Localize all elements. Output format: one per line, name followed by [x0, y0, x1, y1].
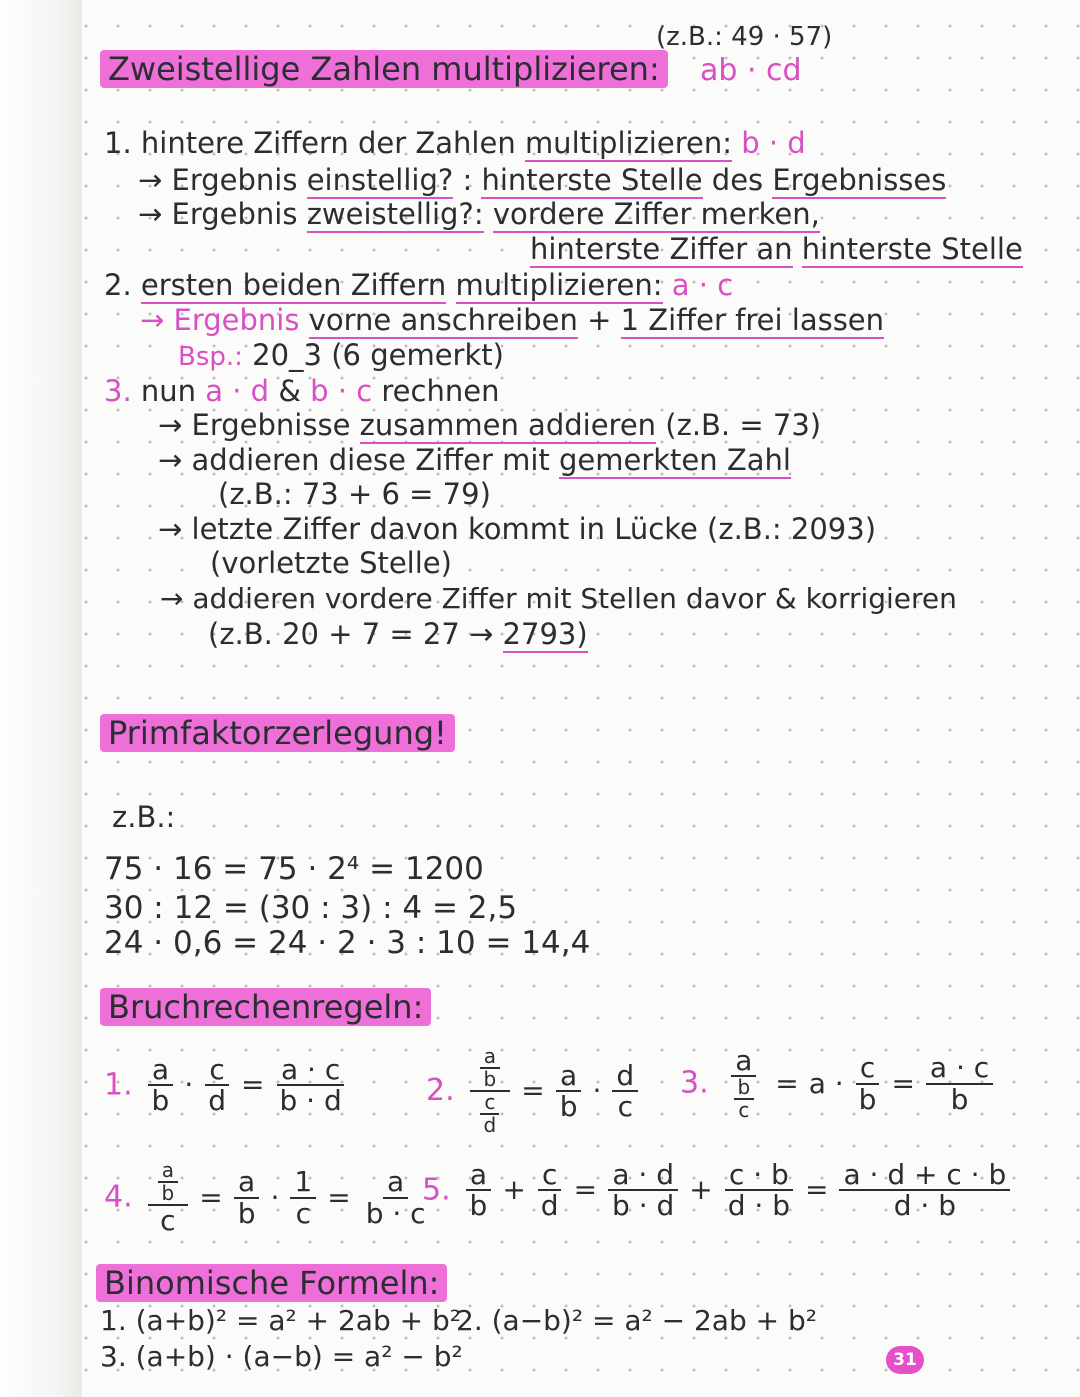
fraction-rule-3: 3. $\frac{a}{\frac{b}{c}}$ = a · $\frac{c}{b}$ = $\frac{a \cdot c}{b}$ — [680, 1046, 999, 1121]
section-prime-title: Primfaktorzerlegung! — [100, 716, 455, 751]
binomial-formula-3: 3. (a+b) · (a−b) = a² − b² — [100, 1340, 463, 1373]
binomial-formula-1: 1. (a+b)² = a² + 2ab + b² — [100, 1304, 461, 1337]
step-3-heading: 3. nun a · d & b · c rechnen — [104, 374, 500, 408]
step-1-rule-two-digit: → Ergebnis zweistellig?: vordere Ziffer merken, — [138, 197, 820, 231]
fraction-rule-1: 1. $\frac{a}{b}$ · $\frac{c}{d}$ = $\frac{a \cdot c}{b \cdot d}$ — [104, 1055, 352, 1116]
step-1-heading: 1. hintere Ziffern der Zahlen multiplizieren: b · d — [104, 126, 806, 160]
step-3-rule-last-digit-note: (vorletzte Stelle) — [210, 546, 452, 580]
prime-example-3: 24 · 0,6 = 24 · 2 · 3 : 10 = 14,4 — [104, 925, 591, 961]
notebook-binding — [0, 0, 82, 1397]
step-1-rule-two-digit-cont: hinterste Ziffer an hinterste Stelle — [530, 232, 1023, 266]
fraction-rule-2: 2. $\frac{\frac{a}{b}}{\frac{c}{d}}$ = $\frac{a}{b}$ · $\frac{d}{c}$ — [426, 1046, 644, 1136]
step-1-rule-single-digit: → Ergebnis einstellig? : hinterste Stelle des Ergebnisses — [138, 163, 947, 197]
step-2-example: Bsp.: 20_3 (6 gemerkt) — [178, 338, 504, 372]
example-numbers: (z.B.: 49 · 57) — [656, 22, 833, 52]
section-binomial-title: Binomische Formeln: — [96, 1266, 447, 1301]
step-3-rule-add: → Ergebnisse zusammen addieren (z.B. = 73) — [158, 408, 822, 442]
prime-example-label: z.B.: — [112, 800, 176, 834]
step-3-rule-correct: → addieren vordere Ziffer mit Stellen davor & korrigieren — [160, 582, 957, 615]
step-2-rule: → Ergebnis vorne anschreiben + 1 Ziffer frei lassen — [140, 303, 885, 337]
binomial-formula-2: 2. (a−b)² = a² − 2ab + b² — [456, 1304, 817, 1337]
prime-example-2: 30 : 12 = (30 : 3) : 4 = 2,5 — [104, 890, 518, 926]
step-3-example-result: (z.B. 20 + 7 = 27 → 2793) — [208, 617, 588, 651]
formula-ab-cd: ab · cd — [700, 53, 802, 88]
section-multiply-title: Zweistellige Zahlen multiplizieren: — [100, 52, 668, 87]
page-number-badge: 31 — [886, 1346, 924, 1374]
prime-example-1: 75 · 16 = 75 · 2⁴ = 1200 — [104, 851, 484, 887]
fraction-rule-5: 5. $\frac{a}{b}$ + $\frac{c}{d}$ = $\frac{a \cdot d}{b \cdot d}$ + $\frac{c \cdot b}{d \cdot b}$ = $\frac{a \cdot d + c \cdot b}{d \cdot b}$ — [422, 1160, 1016, 1221]
fraction-rule-4: 4. $\frac{\frac{a}{b}}{c}$ = $\frac{a}{b}$ · $\frac{1}{c}$ = $\frac{a}{b \cdot c}$ — [104, 1158, 426, 1237]
step-2-heading: 2. ersten beiden Ziffern multiplizieren: a · c — [104, 268, 734, 302]
section-fraction-title: Bruchrechenregeln: — [100, 990, 431, 1025]
step-3-rule-last-digit: → letzte Ziffer davon kommt in Lücke (z.B.: 2093) — [158, 512, 877, 546]
step-3-example-sum: (z.B.: 73 + 6 = 79) — [218, 477, 491, 511]
step-3-rule-add-remembered: → addieren diese Ziffer mit gemerkten Zahl — [158, 443, 791, 477]
